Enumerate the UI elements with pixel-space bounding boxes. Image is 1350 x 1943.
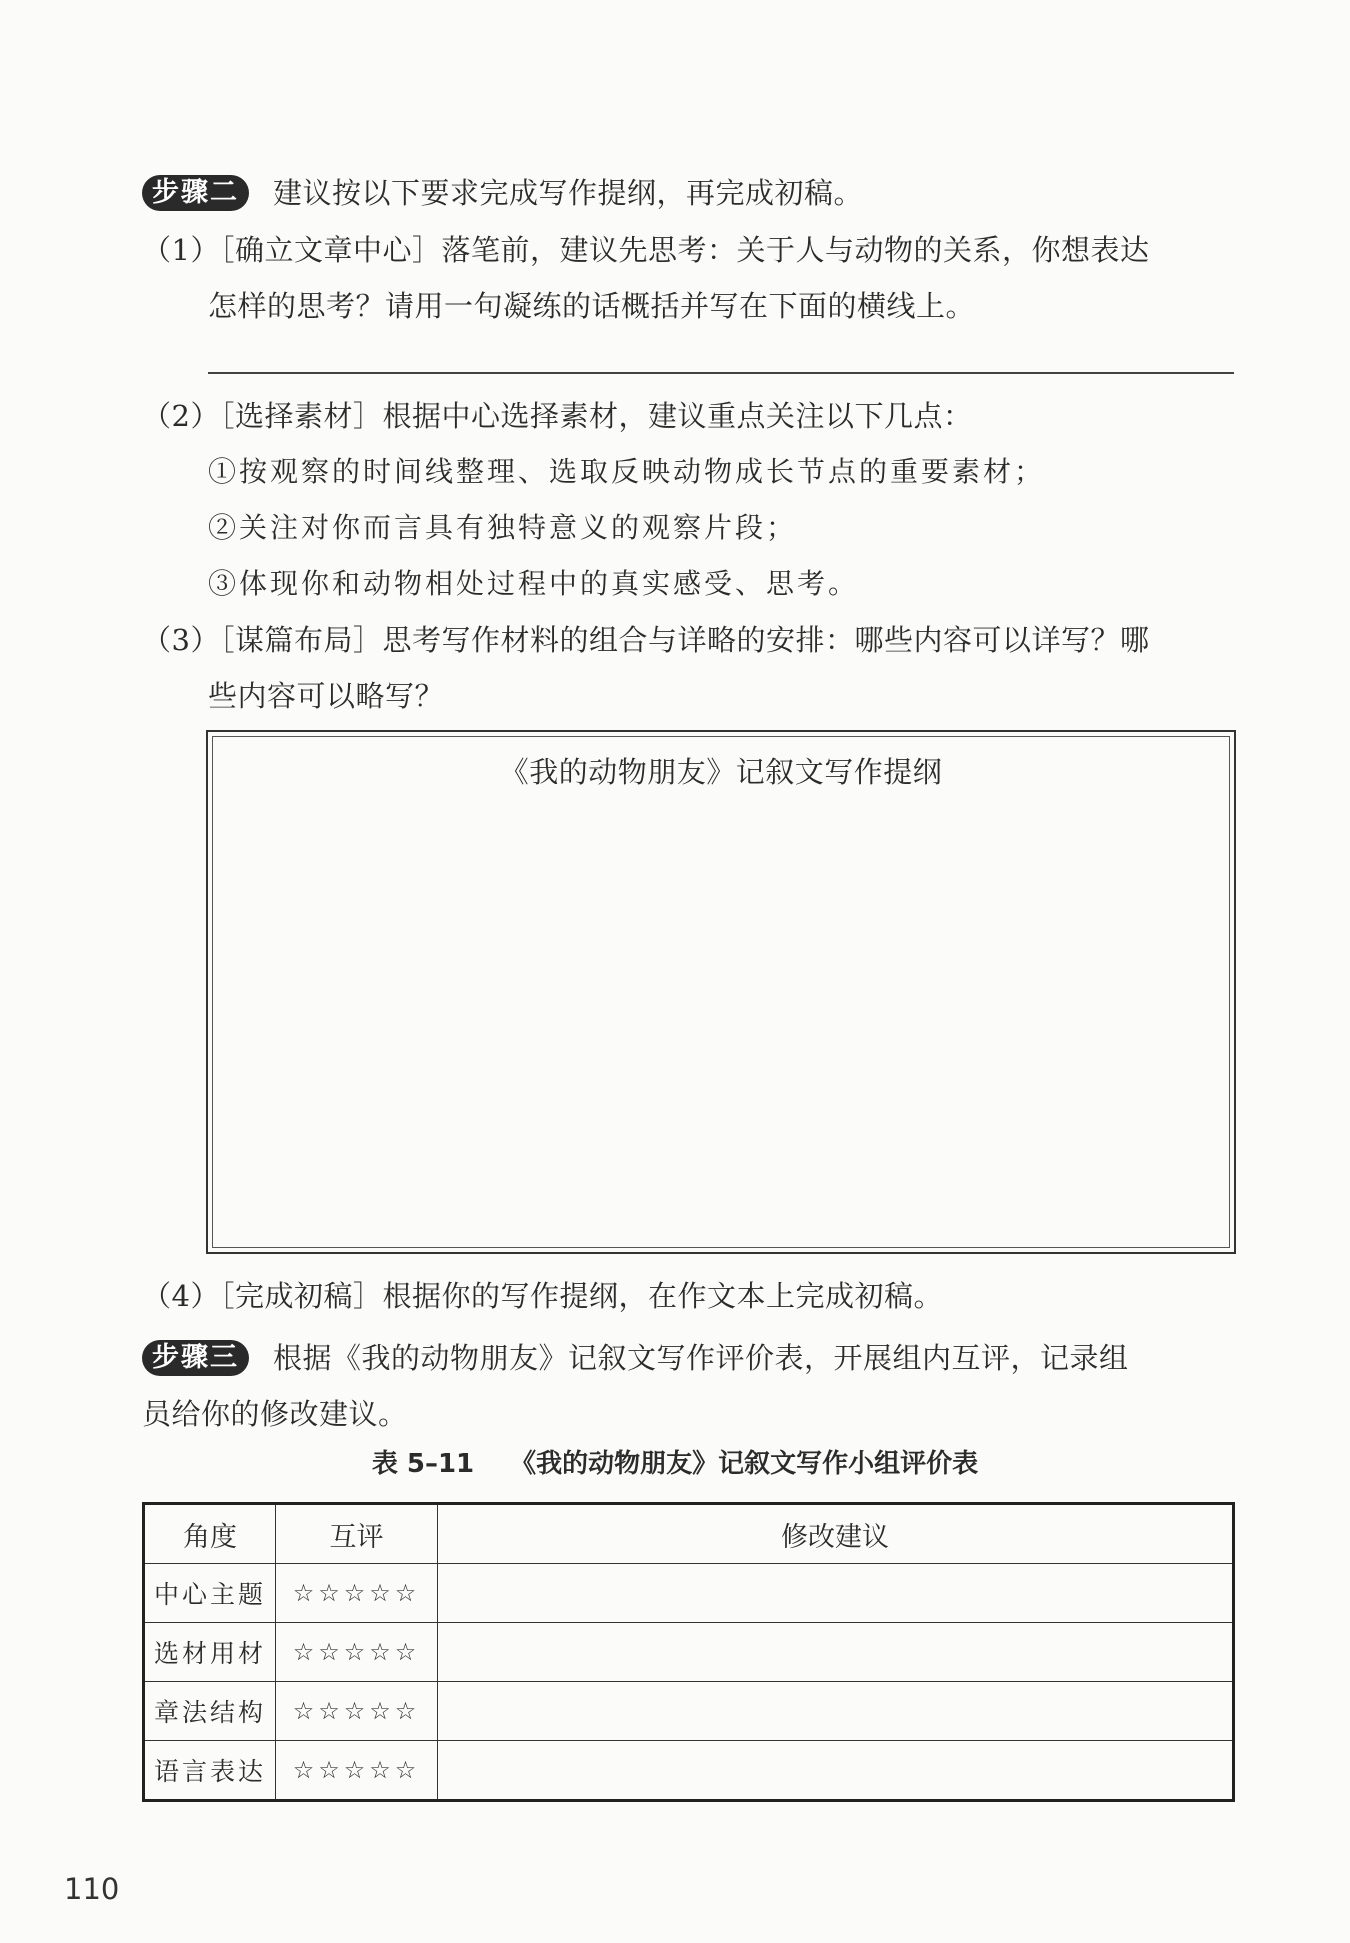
row-aspect: 章法结构	[144, 1682, 276, 1741]
answer-blank-line[interactable]	[208, 372, 1234, 374]
header-aspect: 角度	[144, 1504, 276, 1564]
row-suggestion-cell[interactable]	[438, 1564, 1234, 1623]
table-row	[144, 1623, 1234, 1682]
row-star-rating[interactable]: ☆☆☆☆☆	[276, 1564, 438, 1623]
step2-badge: 步骤二	[142, 175, 249, 211]
row-aspect: 选材用材	[144, 1623, 276, 1682]
table-row	[144, 1682, 1234, 1741]
step3-line2: 员给你的修改建议。	[142, 1397, 408, 1431]
page-number: 110	[64, 1872, 120, 1906]
table-caption-title: 《我的动物朋友》记叙文写作小组评价表	[510, 1449, 979, 1479]
row-aspect: 中心主题	[144, 1564, 276, 1623]
item1-line1: （1）［确立文章中心］落笔前，建议先思考：关于人与动物的关系，你想表达	[142, 233, 1150, 267]
header-suggestion: 修改建议	[438, 1504, 1234, 1564]
row-suggestion-cell[interactable]	[438, 1741, 1234, 1801]
step3-line1: 根据《我的动物朋友》记叙文写作评价表，开展组内互评，记录组	[273, 1341, 1129, 1375]
table-caption	[0, 1446, 1350, 1482]
step2-heading	[142, 173, 863, 213]
item4-line1: （4）［完成初稿］根据你的写作提纲，在作文本上完成初稿。	[142, 1279, 943, 1313]
item2-line1: （2）［选择素材］根据中心选择素材，建议重点关注以下几点：	[142, 399, 973, 433]
step3-badge: 步骤三	[142, 1340, 249, 1376]
row-star-rating[interactable]: ☆☆☆☆☆	[276, 1682, 438, 1741]
item1-line2: 怎样的思考？请用一句凝练的话概括并写在下面的横线上。	[208, 289, 976, 323]
row-star-rating[interactable]: ☆☆☆☆☆	[276, 1623, 438, 1682]
header-peer-review: 互评	[276, 1504, 438, 1564]
item2-point1: ①按观察的时间线整理、选取反映动物成长节点的重要素材；	[208, 455, 1046, 488]
table-header-row	[144, 1504, 1234, 1564]
step3-heading	[142, 1338, 1129, 1378]
item2-point3: ③体现你和动物相处过程中的真实感受、思考。	[208, 567, 860, 600]
item2-point2: ②关注对你而言具有独特意义的观察片段；	[208, 511, 798, 544]
table-row	[144, 1741, 1234, 1801]
item3-line2: 些内容可以略写？	[208, 679, 445, 713]
table-caption-number: 表 5–11	[371, 1449, 475, 1479]
evaluation-table	[142, 1502, 1235, 1802]
row-star-rating[interactable]: ☆☆☆☆☆	[276, 1741, 438, 1801]
item3-line1: （3）［谋篇布局］思考写作材料的组合与详略的安排：哪些内容可以详写？哪	[142, 623, 1150, 657]
row-aspect: 语言表达	[144, 1741, 276, 1801]
row-suggestion-cell[interactable]	[438, 1623, 1234, 1682]
outline-title: 《我的动物朋友》记叙文写作提纲	[499, 755, 943, 789]
outline-inner-frame	[212, 736, 1230, 1248]
row-suggestion-cell[interactable]	[438, 1682, 1234, 1741]
step2-intro: 建议按以下要求完成写作提纲，再完成初稿。	[273, 176, 864, 210]
outline-writing-box[interactable]	[206, 730, 1236, 1254]
table-row	[144, 1564, 1234, 1623]
